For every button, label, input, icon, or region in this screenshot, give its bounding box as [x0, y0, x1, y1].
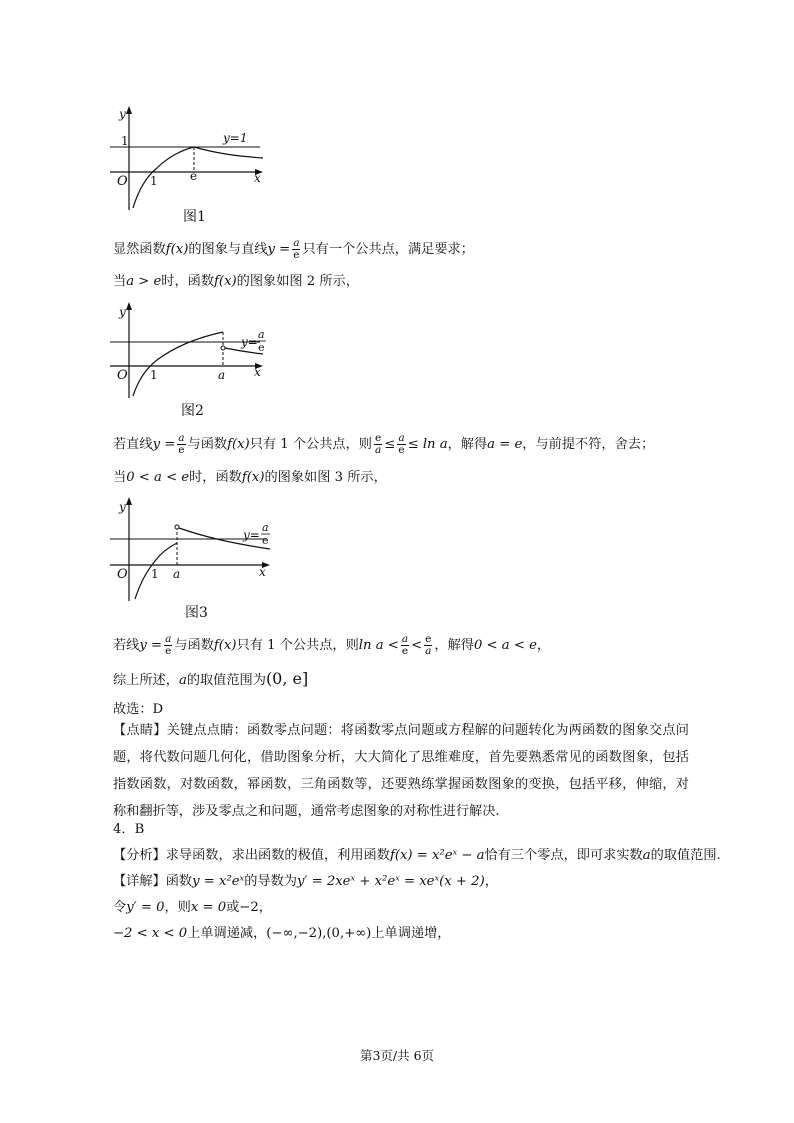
figure-1-caption: 图1 — [183, 209, 206, 225]
fig1-one-x: 1 — [150, 174, 158, 188]
figure-3-graph — [105, 495, 280, 605]
question-number: 4．B — [113, 822, 145, 837]
text-line-12: 令y′ = 0，则x = 0或−2， — [113, 900, 272, 915]
fig2-origin: O — [117, 368, 128, 383]
figure-3 — [105, 495, 280, 605]
fig1-origin: O — [117, 174, 128, 189]
fig3-origin: O — [117, 567, 128, 582]
detail-line: 【详解】函数y = x²eˣ的导数为y′ = 2xeˣ + x²eˣ = xeˣ(x + 2)， — [113, 874, 498, 889]
text-line-13: −2 < x < 0上单调递减，(−∞,−2),(0,+∞)上单调递增， — [113, 926, 451, 941]
fig1-one-y: 1 — [121, 134, 129, 148]
fraction-a-over-e: $\frac{a}{e}$ — [293, 237, 300, 261]
analysis-line: 【分析】求导函数，求出函数的极值，利用函数f(x) = x²eˣ − a恰有三个零点，即可求实数a的取值范围. — [113, 848, 721, 863]
fig2-one-x: 1 — [150, 368, 158, 382]
fig2-line-num: a — [258, 328, 265, 341]
fig2-y-label: y — [119, 305, 126, 319]
figure-2-caption: 图2 — [181, 403, 204, 419]
text-line-3: 若直线y = $\frac{a}{e}$ 与函数f(x)只有 1 个公共点，则 $\frac{e}{a}$ ≤ $\frac{a}{e}$ ≤ ln a，解得a = e，与前提不符，舍去； — [113, 432, 655, 456]
fig2-line-den: e — [258, 341, 265, 354]
page-footer: 第3页/共 6页 — [359, 1048, 435, 1063]
fig1-line-label: y=1 — [223, 131, 248, 145]
figure-2 — [105, 300, 275, 400]
fig3-line-den: e — [262, 534, 269, 547]
figure-3-caption: 图3 — [185, 605, 208, 621]
text-line-5: 若线y = $\frac{a}{e}$ 与函数f(x)只有 1 个公共点，则ln a < $\frac{a}{e}$ < $\frac{e}{a}$ ，解得0 < a < e， — [113, 633, 551, 657]
fig3-line-num: a — [262, 521, 269, 534]
fig1-e: e — [190, 169, 198, 183]
key-point-paragraph: 【点睛】关键点点睛：函数零点问题：将函数零点问题或方程解的问题转化为两函数的图象交点问题，将代数问题几何化，借助图象分析，大大简化了思维难度，首先要熟悉常见的函数图象，包括指数函数，对数函数，幂函数，三角函数等，还要熟练掌握函数图象的变换，包括平移，伸缩，对称和翻折等，涉及零点之和问题，通常考虑图象的对称性进行解决. — [113, 723, 689, 819]
fig2-line-lhs: y= — [241, 335, 258, 349]
fig3-line-lhs: y= — [243, 528, 260, 542]
fig1-y-label: y — [119, 107, 126, 121]
fig3-a: a — [173, 567, 181, 581]
text-line-6: 综上所述，a的取值范围为(0, e] — [113, 669, 309, 688]
fig3-x-label: x — [259, 565, 266, 579]
fig3-y-label: y — [119, 500, 126, 514]
figure-2-graph — [105, 300, 275, 400]
text-line-7: 故选：D — [113, 702, 164, 717]
fig3-one-x: 1 — [151, 567, 159, 581]
text-line-1: 显然函数f(x)的图象与直线y = $\frac{a}{e}$ 只有一个公共点，满足要求； — [113, 237, 474, 261]
text-line-2: 当a > e时，函数f(x)的图象如图 2 所示， — [113, 274, 359, 289]
fig2-a: a — [218, 368, 226, 382]
text-line-4: 当0 < a < e时，函数f(x)的图象如图 3 所示， — [113, 470, 387, 485]
fig2-x-label: x — [254, 365, 261, 379]
fig1-x-label: x — [254, 171, 261, 185]
